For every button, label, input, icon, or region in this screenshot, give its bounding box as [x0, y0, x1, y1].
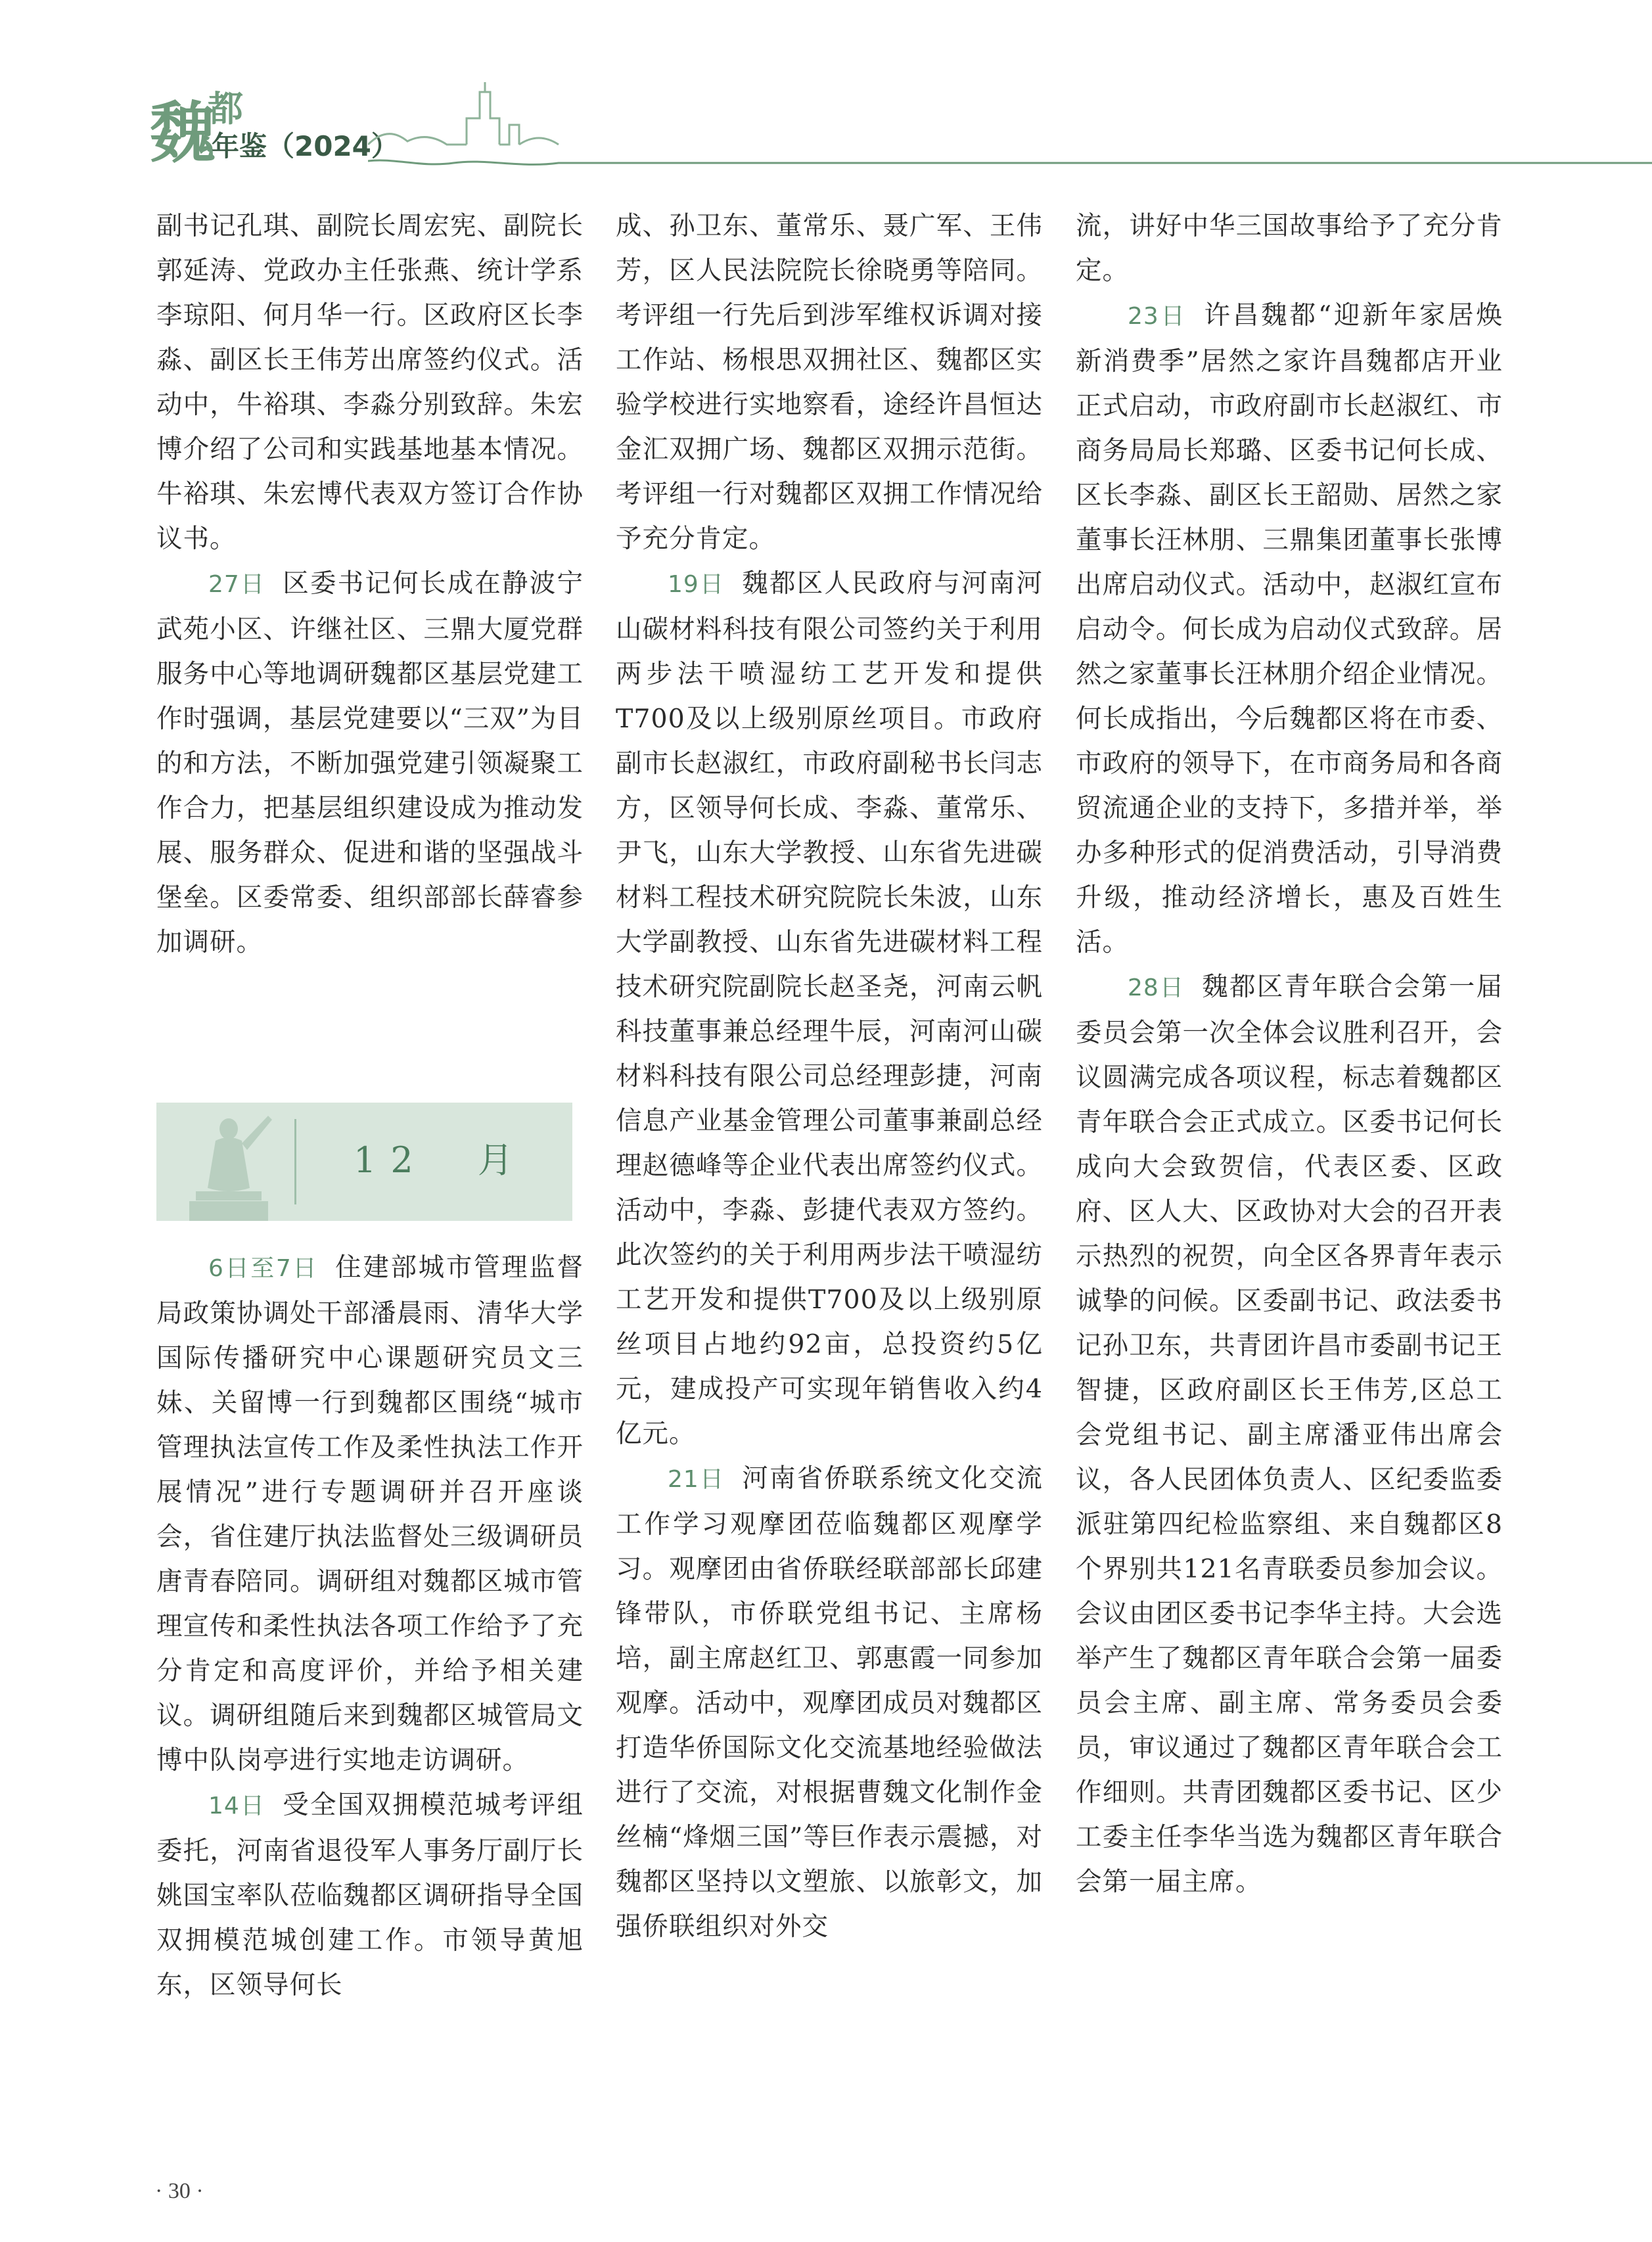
- month-banner: [156, 1103, 572, 1221]
- paragraph-text: 河南省侨联系统文化交流工作学习观摩团莅临魏都区观摩学习。观摩团由省侨联经联部部长邱建锋带队，市侨联党组书记、主席杨培，副主席赵红卫、郭惠霞一同参加观摩。活动中，观摩团成员对魏都区打造华侨国际文化交流基地经验做法进行了交流，对根据曹魏文化制作金丝楠“烽烟三国”等巨作表示震撼，对魏都区坚持以文塑旅、以旅彰文，加强侨联组织对外交: [616, 1463, 1044, 1942]
- logo-character-du: 都: [208, 88, 243, 129]
- date-label: 27日: [208, 571, 266, 598]
- statue-icon: [170, 1103, 288, 1221]
- page-number: · 30 ·: [155, 2179, 204, 2203]
- paragraph: [1076, 204, 1503, 293]
- date-label: 6日至7日: [208, 1255, 319, 1282]
- paragraph-text: 魏都区人民政府与河南河山碳材料科技有限公司签约关于利用两步法干喷湿纺工艺开发和提供T700及以上级别原丝项目。市政府副市长赵淑红，市政府副秘书长闫志方，区领导何长成、李淼、董常乐、尹飞，山东大学教授、山东省先进碳材料工程技术研究院院长朱波，山东大学副教授、山东省先进碳材料工程技术研究院副院长赵圣尧，河南云帆科技董事兼总经理牛辰，河南河山碳材料科技有限公司总经理彭捷，河南信息产业基金管理公司董事兼副总经理赵德峰等企业代表出席签约仪式。活动中，李淼、彭捷代表双方签约。此次签约的关于利用两步法干喷湿纺工艺开发和提供T700及以上级别原丝项目占地约92亩，总投资约5亿元，建成投产可实现年销售收入约4亿元。: [616, 568, 1044, 1449]
- yearbook-subtitle: 年鉴（2024）: [212, 130, 399, 162]
- paragraph-text: 区委书记何长成在静波宁武苑小区、许继社区、三鼎大厦党群服务中心等地调研魏都区基层党建工作时强调，基层党建要以“三双”为目的和方法，不断加强党建引领凝聚工作合力，把基层组织建设成为推动发展、服务群众、促进和谐的坚强战斗堡垒。区委常委、组织部部长薛睿参加调研。: [156, 568, 584, 957]
- paragraph-text: 流，讲好中华三国故事给予了充分肯定。: [1076, 211, 1503, 286]
- column-1-lower: [156, 1245, 584, 2007]
- paragraph-text: 副书记孔琪、副院长周宏宪、副院长郭延涛、党政办主任张燕、统计学系李琼阳、何月华一行。区政府区长李淼、副区长王伟芳出席签约仪式。活动中，牛裕琪、李淼分别致辞。朱宏博介绍了公司和实践基地基本情况。牛裕琪、朱宏博代表双方签订合作协议书。: [156, 211, 584, 554]
- column-2: [616, 204, 1043, 1949]
- date-label: 28日: [1128, 974, 1185, 1001]
- paragraph: [156, 1783, 584, 2007]
- paragraph-text: 魏都区青年联合会第一届委员会第一次全体会议胜利召开，会议圆满完成各项议程，标志着魏都区青年联合会正式成立。区委书记何长成向大会致贺信，代表区委、区政府、区人大、区政协对大会的召开表示热烈的祝贺，向全区各界青年表示诚挚的问候。区委副书记、政法委书记孙卫东，共青团许昌市委副书记王智捷，区政府副区长王伟芳,区总工会党组书记、副主席潘亚伟出席会议，各人民团体负责人、区纪委监委派驻第四纪检监察组、来自魏都区8个界别共121名青联委员参加会议。会议由团区委书记李华主持。大会选举产生了魏都区青年联合会第一届委员会主席、副主席、常务委员会委员，审议通过了魏都区青年联合会工作细则。共青团魏都区委书记、区少工委主任李华当选为魏都区青年联合会第一届主席。: [1076, 972, 1503, 1897]
- paragraph-text: 许昌魏都“迎新年家居焕新消费季”居然之家许昌魏都店开业正式启动，市政府副市长赵淑红、市商务局局长郑璐、区委书记何长成、区长李淼、副区长王韶勋、居然之家董事长汪林朋、三鼎集团董事长张博出席启动仪式。活动中，赵淑红宣布启动令。何长成为启动仪式致辞。居然之家董事长汪林朋介绍企业情况。何长成指出，今后魏都区将在市委、市政府的领导下，在市商务局和各商贸流通企业的支持下，多措并举，举办多种形式的促消费活动，引导消费升级，推动经济增长，惠及百姓生活。: [1076, 300, 1503, 957]
- paragraph: [616, 1456, 1043, 1949]
- logo-character-wei: 魏: [150, 94, 216, 172]
- date-label: 14日: [208, 1793, 266, 1819]
- paragraph: [616, 204, 1043, 561]
- paragraph: [156, 204, 584, 561]
- paragraph-text: 住建部城市管理监督局政策协调处干部潘晨雨、清华大学国际传播研究中心课题研究员文三妹、关留博一行到魏都区围绕“城市管理执法宣传工作及柔性执法工作开展情况”进行专题调研并召开座谈会，省住建厅执法监督处三级调研员唐青春陪同。调研组对魏都区城市管理宣传和柔性执法各项工作给予了充分肯定和高度评价，并给予相关建议。调研组随后来到魏都区城管局文博中队岗亭进行实地走访调研。: [156, 1252, 584, 1775]
- column-3: [1076, 204, 1503, 1904]
- paragraph: [1076, 965, 1503, 1904]
- paragraph: [156, 561, 584, 965]
- column-1: [156, 204, 584, 965]
- paragraph-text: 成、孙卫东、董常乐、聂广军、王伟芳，区人民法院院长徐晓勇等陪同。考评组一行先后到涉军维权诉调对接工作站、杨根思双拥社区、魏都区实验学校进行实地察看，途经许昌恒达金汇双拥广场、魏都区双拥示范街。考评组一行对魏都区双拥工作情况给予充分肯定。: [616, 211, 1043, 554]
- city-skyline-icon: [368, 79, 1652, 171]
- date-label: 21日: [668, 1466, 725, 1493]
- paragraph: [156, 1245, 584, 1783]
- paragraph: [1076, 293, 1503, 965]
- paragraph: [616, 561, 1043, 1456]
- date-label: 19日: [668, 571, 725, 598]
- paragraph-text: 受全国双拥模范城考评组委托，河南省退役军人事务厅副厅长姚国宝率队莅临魏都区调研指导全国双拥模范城创建工作。市领导黄旭东，区领导何长: [156, 1790, 584, 2000]
- banner-divider: [294, 1119, 296, 1204]
- date-label: 23日: [1128, 303, 1187, 330]
- page-header: [0, 0, 1652, 197]
- month-title: 12 月: [354, 1139, 528, 1181]
